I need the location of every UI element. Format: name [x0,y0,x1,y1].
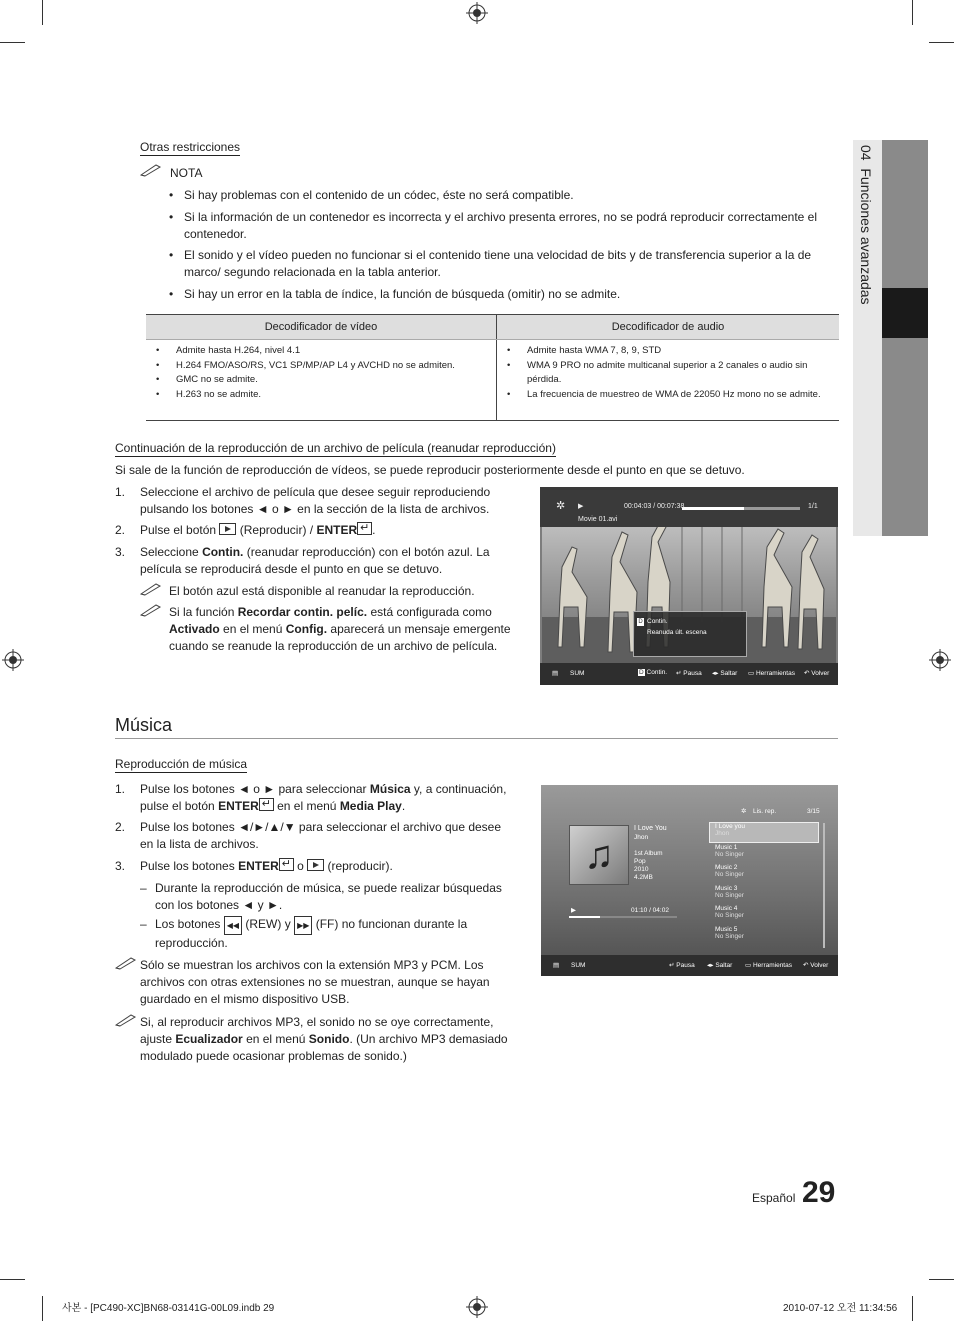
restriction-bullet-2: • Si la información de un contenedor es incorrecta y el archivo presenta errores, no se podrá reproducir correctamente el contenedor. [169,210,817,241]
music-player-screen [541,785,838,976]
music-dash-2: Los botones ◀◀ (REW) y ▶▶ (FF) no funcionan durante la reproducción. [155,917,468,950]
music-dash-1: Durante la reproducción de música, se puede realizar búsquedas con los botones ◄ y ►. [155,881,502,912]
usb-label: SUM [570,670,585,677]
tools-icon: ▭ [745,962,752,969]
song-genre: Pop [634,858,646,865]
side-tab-dark-bottom [882,338,928,536]
side-tab-dark-top [882,140,928,288]
music-title: Música [115,715,173,735]
video-item: • GMC no se admite. [154,373,496,388]
side-tab-label [858,145,874,305]
resume-step-2-num: 2. [115,523,126,537]
music-step-2-num: 2. [115,820,126,834]
btn-herramientas[interactable]: ▭ Herramientas [745,962,792,969]
audio-decoder-cell [497,340,840,421]
play-icon [219,523,236,535]
music-dash-2-mark: – [140,917,147,931]
song-year: 2010 [634,866,649,873]
left-right-icon: ◂▸ [712,670,719,677]
playlist-item[interactable]: I Love you Jhon [715,823,745,837]
video-item: • H.264 FMO/ASO/RS, VC1 SP/MP/AP L4 y AVCHD no se admiten. [154,359,496,374]
resume-note-1: El botón azul está disponible al reanudar la reproducción. [169,584,475,598]
crop-mark-top-right [912,0,913,25]
btn-volver[interactable]: ↶ Volver [804,670,830,677]
note-icon [115,1013,137,1027]
resume-popup-sub: Reanuda últ. escena [647,629,707,636]
return-icon: ↶ [804,670,810,677]
btn-pausa[interactable]: ↵ Pausa [676,670,702,677]
note-icon [140,163,162,177]
enter-icon [279,858,294,871]
resume-step-2: Pulse el botón (Reproducir) / ENTER↵ . [140,522,515,539]
note-icon [115,956,137,970]
song-title: I Love You [634,825,667,832]
play-status-icon: ▶ [578,503,584,510]
music-step-1: Pulse los botones ◄ o ► para seleccionar Música y, a continuación, pulse el botón ENTER↵ en el menú Media Play. [140,781,515,815]
side-tab-black [882,288,928,338]
resume-popup-title: Contin. [647,618,668,625]
resume-heading: Continuación de la reproducción de un archivo de película (reanudar reproducción) [115,441,556,455]
registration-mark-right [929,649,951,671]
video-time: 00:04:03 / 00:07:38 [624,503,685,510]
usb-icon: ▤ [552,670,559,677]
music-progress-fill [569,916,600,918]
video-item: • Admite hasta H.264, nivel 4.1 [154,344,496,359]
playlist-item[interactable]: Music 1 No Singer [715,843,744,858]
blue-d-icon: D [638,619,643,625]
music-note-2: Si, al reproducir archivos MP3, el sonido no se oye correctamente, ajuste Ecualizador en el menú Sonido. (Un archivo MP3 demasiado modulado puede ocasionar problemas de sonido.) [140,1015,508,1063]
playlist-icon: ✲ [741,808,747,815]
crop-mark-bottom-left-h [0,1279,25,1280]
crop-mark-top-right-h [929,42,954,43]
song-size: 4.2MB [634,874,653,881]
video-bottom-bar [540,663,838,685]
music-title-rule [115,738,838,739]
crop-mark-top-left-h [0,42,25,43]
registration-mark-bottom [466,1296,488,1318]
note-icon [140,603,162,617]
resume-step-1-num: 1. [115,485,126,499]
restriction-bullet-1: • Si hay problemas con el contenido de un códec, éste no será compatible. [169,188,574,202]
video-filename: Movie 01.avi [578,516,618,523]
enter-key-icon: ↵ [669,962,675,969]
btn-herramientas[interactable]: ▭ Herramientas [748,670,795,677]
audio-item: • La frecuencia de muestreo de WMA de 22050 Hz mono no se admite. [505,388,823,403]
music-step-2: Pulse los botones ◄/►/▲/▼ para seleccionar el archivo que desee en la lista de archivos. [140,820,502,851]
resume-step-3-num: 3. [115,545,126,559]
song-album: 1st Album [634,850,663,857]
left-right-icon: ◂▸ [707,962,714,969]
music-time: 01:10 / 04:02 [631,907,669,914]
restriction-bullet-4: • Si hay un error en la tabla de índice, la función de búsqueda (omitir) no se admite. [169,287,621,301]
audio-decoder-header: Decodificador de audio [497,315,840,340]
page-number: 29 [802,1176,836,1209]
video-decoder-header: Decodificador de vídeo [146,315,497,340]
btn-contin[interactable]: D Contin. [639,669,668,676]
resume-step-1: Seleccione el archivo de película que desee seguir reproduciendo pulsando los botones ◄ o ► en la sección de la lista de archivos. [140,485,491,516]
playlist-scrollbar[interactable] [823,823,825,948]
resume-step-3: Seleccione Contin. (reanudar reproducción) con el botón azul. La película se reproducirá desde el punto en que se detuvo. [140,545,490,576]
crop-mark-bottom-right-h [929,1279,954,1280]
resume-intro: Si sale de la función de reproducción de vídeos, se puede reproducir posteriormente desde el punto en que se detuvo. [115,463,745,477]
resume-popup [633,611,747,657]
codec-table [146,314,839,421]
crop-mark-top-left [42,0,43,25]
usb-label: SUM [571,962,586,969]
btn-saltar[interactable]: ◂▸ Saltar [707,962,733,969]
rew-icon: ◀◀ [224,916,242,935]
film-icon: ✲ [556,500,566,512]
btn-pausa[interactable]: ↵ Pausa [669,962,695,969]
footer-language: Español [752,1191,796,1205]
audio-item: • WMA 9 PRO no admite multicanal superior a 2 canales o audio sin pérdida. [505,359,823,388]
video-count: 1/1 [808,503,818,510]
play-icon [307,859,324,871]
return-icon: ↶ [803,962,809,969]
btn-volver[interactable]: ↶ Volver [803,962,829,969]
video-decoder-cell [146,340,497,421]
music-note-icon: ♫ [584,833,614,877]
note-icon [140,582,162,596]
playlist-count: 3/15 [807,808,820,815]
enter-icon [259,798,274,811]
album-art [569,825,629,885]
playlist [715,823,815,946]
registration-mark-top [466,2,488,24]
music-play-icon: ▶ [571,907,576,914]
chapter-number: 04 [858,145,874,161]
music-note-1: Sólo se muestran los archivos con la extensión MP3 y PCM. Los archivos con otras extensiones no se muestran, aunque se hayan guardado en el mismo dispositivo USB. [140,958,490,1006]
restrictions-heading: Otras restricciones [140,140,241,154]
audio-item: • Admite hasta WMA 7, 8, 9, STD [505,344,823,359]
playlist-item[interactable]: Music 2 No Singer [715,864,744,878]
music-step-1-num: 1. [115,782,126,796]
footer-date: 2010-07-12 오전 11:34:56 [783,1303,898,1314]
d-key-icon: D [639,669,644,676]
music-bottom-bar [541,955,838,976]
restriction-bullet-3: • El sonido y el vídeo pueden no funcionar si el contenido tiene una velocidad de bits y de transferencia superior a la de marco/ segundo relacionada en la tabla anterior. [169,248,812,279]
usb-icon: ▤ [553,962,560,969]
song-artist: Jhon [634,834,649,841]
note-label: NOTA [170,166,203,180]
tools-icon: ▭ [748,670,755,677]
chapter-title: Funciones avanzadas [858,168,874,305]
playlist-item[interactable]: Music 3 No Singer [715,884,744,899]
enter-key-icon: ↵ [676,670,682,677]
crop-mark-bottom-right [912,1296,913,1321]
resume-note-2: Si la función Recordar contin. pelíc. está configurada como Activado en el menú Config. aparecerá un mensaje emergente cuando se reanude la reproducción de un archivo de película. [169,605,511,653]
playlist-item[interactable]: Music 5 No Singer [715,925,744,940]
crop-mark-bottom-left [42,1296,43,1321]
music-step-3-num: 3. [115,859,126,873]
music-step-3: Pulse los botones ENTER↵ o (reproducir). [140,858,515,875]
ff-icon: ▶▶ [294,916,312,935]
enter-icon [357,522,372,535]
music-dash-1-mark: – [140,881,147,895]
music-sub: Reproducción de música [115,757,248,771]
video-progress-fill [682,507,744,510]
playlist-label: Lis. rep. [753,808,777,815]
video-item: • H.263 no se admite. [154,388,496,403]
btn-saltar[interactable]: ◂▸ Saltar [712,670,738,677]
registration-mark-left [2,649,24,671]
video-player-screen [540,487,838,685]
footer-file: 사본 - [PC490-XC]BN68-03141G-00L09.indb 29 [62,1303,275,1314]
playlist-item[interactable]: Music 4 No Singer [715,905,744,919]
